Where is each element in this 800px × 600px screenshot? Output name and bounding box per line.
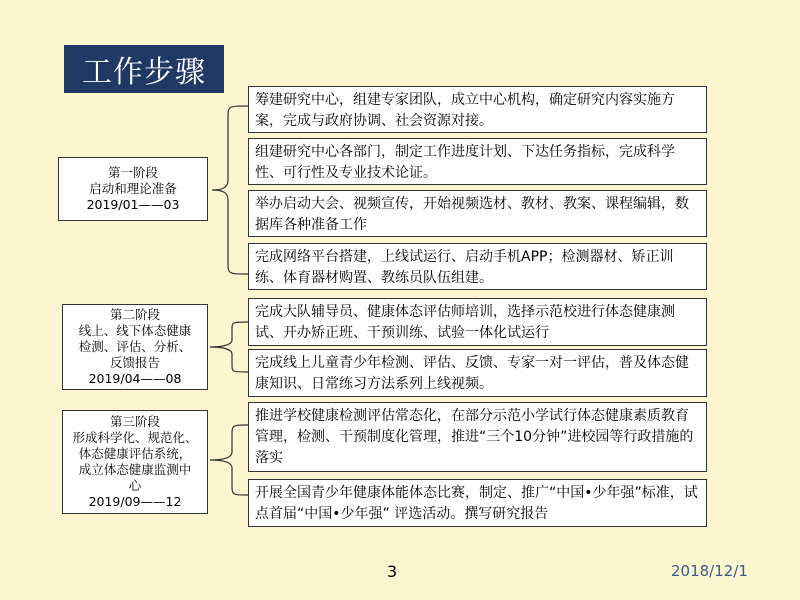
stage-2-line: 2019/04——08 (88, 371, 182, 386)
stage-3-line: 形成科学化、规范化、 (72, 430, 198, 445)
stage-3-task-2: 开展全国青少年健康体能体态比赛，制定、推广“中国•少年强”标准，试点首届“中国•少年强” 评选活动。撰写研究报告 (248, 479, 707, 527)
footer-date: 2018/12/1 (671, 562, 748, 580)
stage-1-line: 2019/01——03 (86, 197, 180, 212)
stage-2-box (62, 304, 208, 390)
stage-1-task-3: 举办启动大会、视频宣传，开始视频选材、教材、教案、课程编辑，数据库各种准备工作 (248, 190, 707, 237)
stage-1-task-1: 筹建研究中心，组建专家团队，成立中心机构，确定研究内容实施方案，完成与政府协调、社会资源对接。 (248, 86, 707, 133)
stage-1-task-4: 完成网络平台搭建，上线试运行、启动手机APP；检测器材、矫正训练、体育器材购置、教练员队伍组建。 (248, 243, 707, 290)
stage-1-line: 第一阶段 (107, 165, 158, 180)
stage-3-line: 第三阶段 (109, 414, 160, 429)
stage-1-task-2: 组建研究中心各部门，制定工作进度计划、下达任务指标，完成科学性、可行性及专业技术论证。 (248, 138, 707, 185)
stage-3-line: 心 (128, 478, 142, 493)
stage-2-task-1: 完成大队辅导员、健康体态评估师培训，选择示范校进行体态健康测试、开办矫正班、干预训练、试验一体化试运行 (248, 298, 707, 346)
page-number: 3 (387, 562, 398, 581)
stage-1-box (58, 157, 208, 221)
stage-1-line: 启动和理论准备 (89, 181, 177, 196)
stage-3-line: 2019/09——12 (88, 494, 182, 509)
stage-2-line: 反馈报告 (109, 355, 160, 370)
stage-3-task-1: 推进学校健康检测评估常态化，在部分示范小学试行体态健康素质教育管理，检测、干预制度化管理，推进“三个10分钟”进校园等行政措施的落实 (248, 402, 707, 472)
page-title: 工作步骤 (64, 45, 224, 93)
stage-3-line: 成立体态健康监测中 (78, 462, 192, 477)
stage-2-line: 线上、线下体态健康 (78, 323, 192, 338)
stage-3-box (62, 410, 208, 514)
stage-2-line: 检测、评估、分析、 (78, 339, 192, 354)
stage-3-line: 体态健康评估系统， (78, 446, 192, 461)
stage-2-task-2: 完成线上儿童青少年检测、评估、反馈、专家一对一评估，普及体态健康知识、日常练习方法系列上线视频。 (248, 349, 707, 397)
stage-2-line: 第二阶段 (109, 307, 160, 322)
